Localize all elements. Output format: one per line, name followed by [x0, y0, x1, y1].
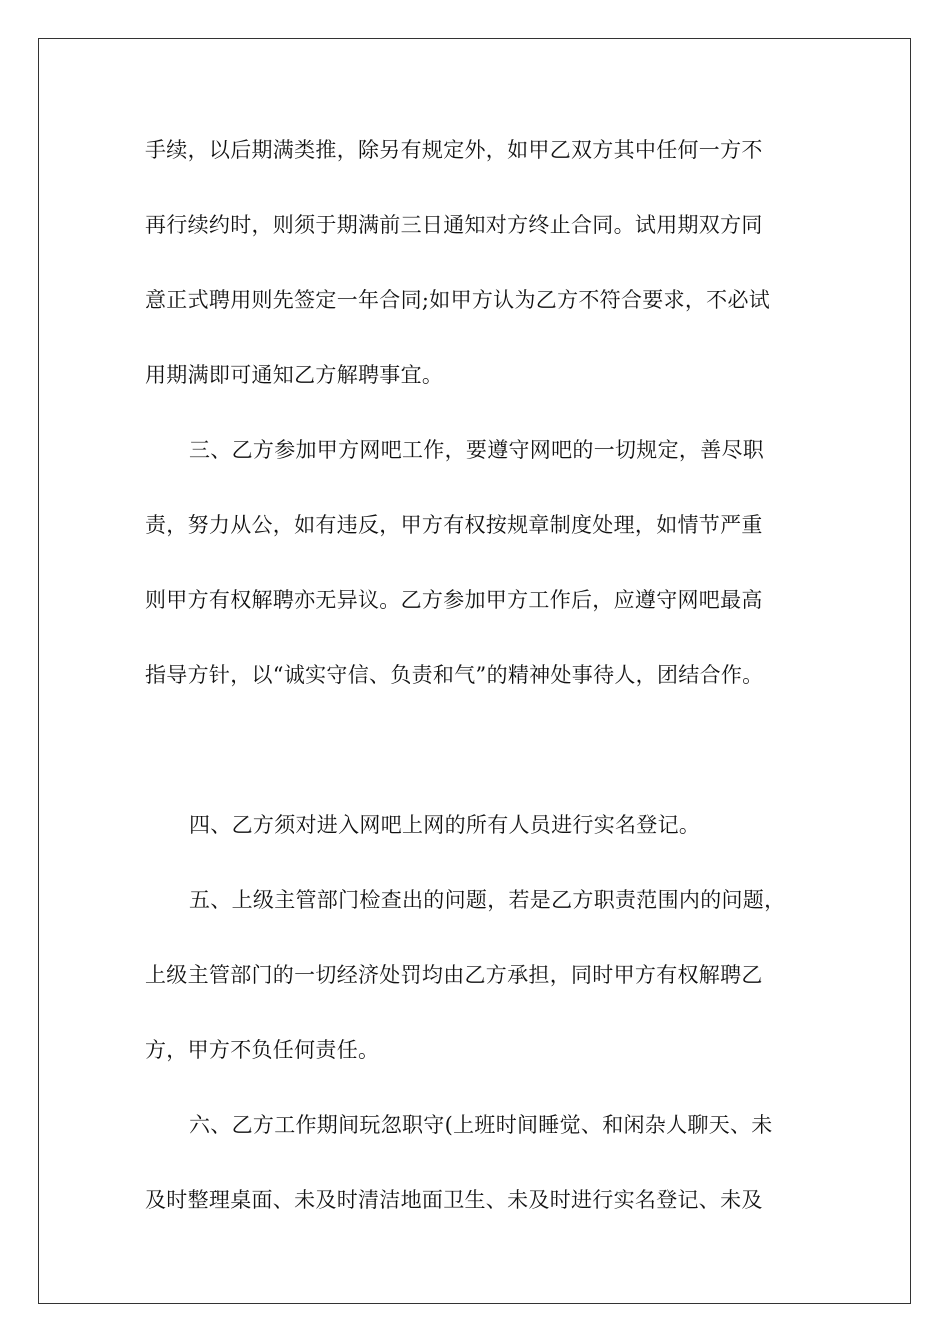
text-line: 则甲方有权解聘亦无异议。乙方参加甲方工作后，应遵守网吧最高: [145, 588, 763, 612]
text-line: 及时整理桌面、未及时清洁地面卫生、未及时进行实名登记、未及: [145, 1188, 763, 1212]
text-line: 指导方针，以“诚实守信、负责和气”的精神处事待人，团结合作。: [145, 663, 764, 687]
text-line: 三、乙方参加甲方网吧工作，要遵守网吧的一切规定，善尽职: [189, 438, 765, 462]
text-line: 责，努力从公，如有违反，甲方有权按规章制度处理，如情节严重: [145, 513, 763, 537]
text-line: 用期满即可通知乙方解聘事宜。: [145, 363, 444, 387]
text-line: 六、乙方工作期间玩忽职守(上班时间睡觉、和闲杂人聊天、未: [189, 1113, 773, 1137]
text-line: 方，甲方不负任何责任。: [145, 1038, 380, 1062]
text-line: 意正式聘用则先签定一年合同;如甲方认为乙方不符合要求，不必试: [145, 288, 771, 312]
text-line: 五、上级主管部门检查出的问题，若是乙方职责范围内的问题，: [189, 888, 786, 912]
text-line: 上级主管部门的一切经济处罚均由乙方承担，同时甲方有权解聘乙: [145, 963, 763, 987]
text-line: 再行续约时，则须于期满前三日通知对方终止合同。试用期双方同: [145, 213, 763, 237]
text-line: 四、乙方须对进入网吧上网的所有人员进行实名登记。: [189, 813, 701, 837]
text-line: 手续，以后期满类推，除另有规定外，如甲乙双方其中任何一方不: [145, 138, 763, 162]
